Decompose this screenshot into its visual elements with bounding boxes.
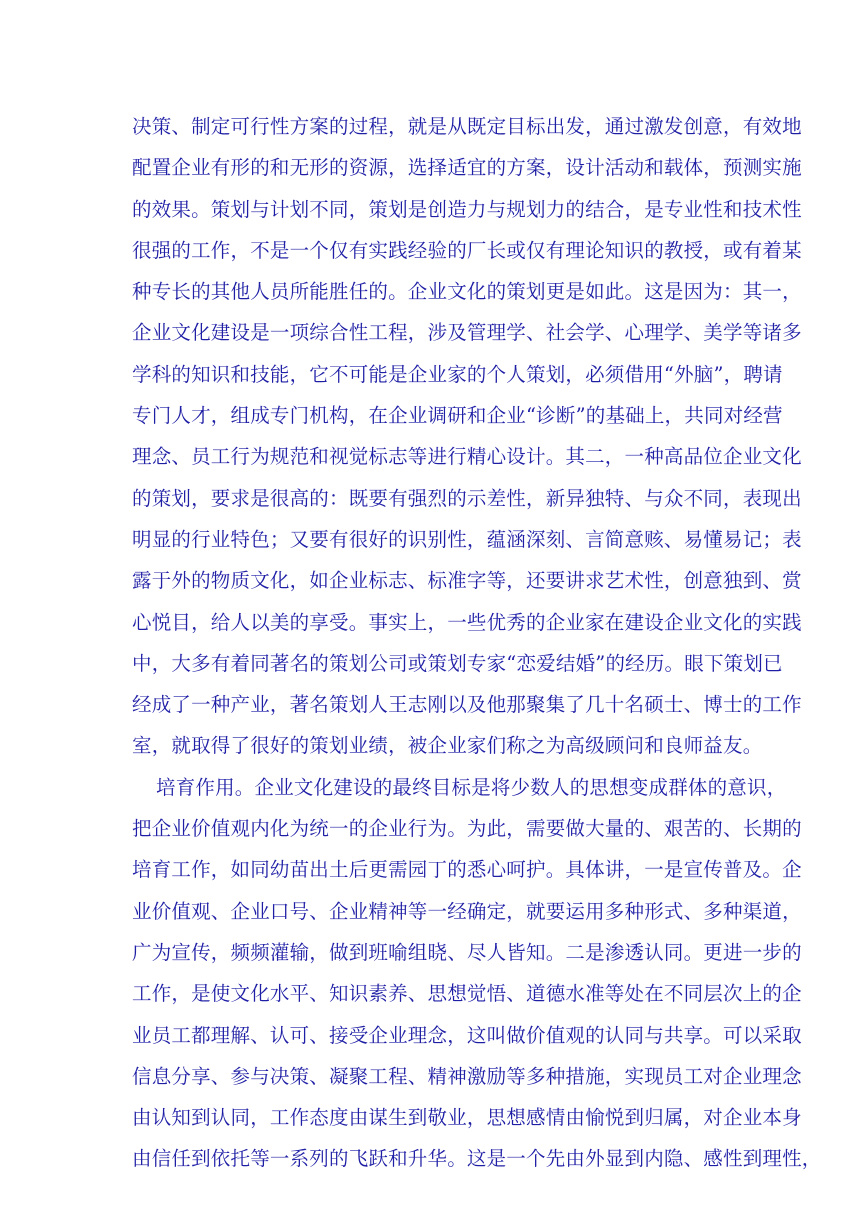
text-line: 企业文化建设是一项综合性工程，涉及管理学、社会学、心理学、美学等诸多 xyxy=(132,321,802,345)
text-line: 由认知到认同，工作态度由谋生到敬业，思想感情由愉悦到归属，对企业本身 xyxy=(132,1106,802,1130)
text-line: 露于外的物质文化，如企业标志、标准字等，还要讲求艺术性，创意独到、赏 xyxy=(132,569,802,593)
text-line: 的策划，要求是很高的：既要有强烈的示差性，新异独特、与众不同，表现出 xyxy=(132,486,802,510)
text-line: 理念、员工行为规范和视觉标志等进行精心设计。其二，一种高品位企业文化 xyxy=(132,445,802,469)
text-line: 把企业价值观内化为统一的企业行为。为此，需要做大量的、艰苦的、长期的 xyxy=(132,817,802,841)
text-line: 工作，是使文化水平、知识素养、思想觉悟、道德水准等处在不同层次上的企 xyxy=(132,982,802,1006)
text-line: 心悦目，给人以美的享受。事实上，一些优秀的企业家在建设企业文化的实践 xyxy=(132,610,802,634)
text-line: 信息分享、参与决策、凝聚工程、精神激励等多种措施，实现员工对企业理念 xyxy=(132,1064,802,1088)
text-line: 学科的知识和技能，它不可能是企业家的个人策划，必须借用“外脑”，聘请 xyxy=(132,362,783,386)
text-line: 很强的工作，不是一个仅有实践经验的厂长或仅有理论知识的教授，或有着某 xyxy=(132,238,802,262)
text-line: 配置企业有形的和无形的资源，选择适宜的方案，设计活动和载体，预测实施 xyxy=(132,156,802,180)
text-line: 业员工都理解、认可、接受企业理念，这叫做价值观的认同与共享。可以采取 xyxy=(132,1023,802,1047)
text-line: 广为宣传，频频灌输，做到班喻组晓、尽人皆知。二是渗透认同。更进一步的 xyxy=(132,940,802,964)
text-line: 室，就取得了很好的策划业绩，被企业家们称之为高级顾问和良师益友。 xyxy=(132,734,763,758)
body-text xyxy=(132,106,822,1180)
text-line: 决策、制定可行性方案的过程，就是从既定目标出发，通过激发创意，有效地 xyxy=(132,115,802,138)
text-line: 的效果。策划与计划不同，策划是创造力与规划力的结合，是专业性和技术性 xyxy=(132,197,802,221)
text-line: 培育工作，如同幼苗出土后更需园丁的悉心呵护。具体讲，一是宣传普及。企 xyxy=(132,858,802,882)
text-line: 经成了一种产业，著名策划人王志刚以及他那聚集了几十名硕士、博士的工作 xyxy=(132,693,802,717)
text-line: 种专长的其他人员所能胜任的。企业文化的策划更是如此。这是因为：其一， xyxy=(132,280,802,304)
paragraph-start-line: 培育作用。企业文化建设的最终目标是将少数人的思想变成群体的意识， xyxy=(156,775,787,799)
text-line: 业价值观、企业口号、企业精神等一经确定，就要运用多种形式、多种渠道， xyxy=(132,899,802,923)
text-line: 中，大多有着同著名的策划公司或策划专家“恋爱结婚”的经历。眼下策划已 xyxy=(132,651,783,675)
text-line: 明显的行业特色；又要有很好的识别性，蕴涵深刻、言简意赅、易懂易记；表 xyxy=(132,527,802,551)
text-line: 专门人才，组成专门机构，在企业调研和企业“诊断”的基础上，共同对经营 xyxy=(132,404,783,428)
text-line: 由信任到依托等一系列的飞跃和升华。这是一个先由外显到内隐、感性到理性， xyxy=(132,1147,822,1171)
